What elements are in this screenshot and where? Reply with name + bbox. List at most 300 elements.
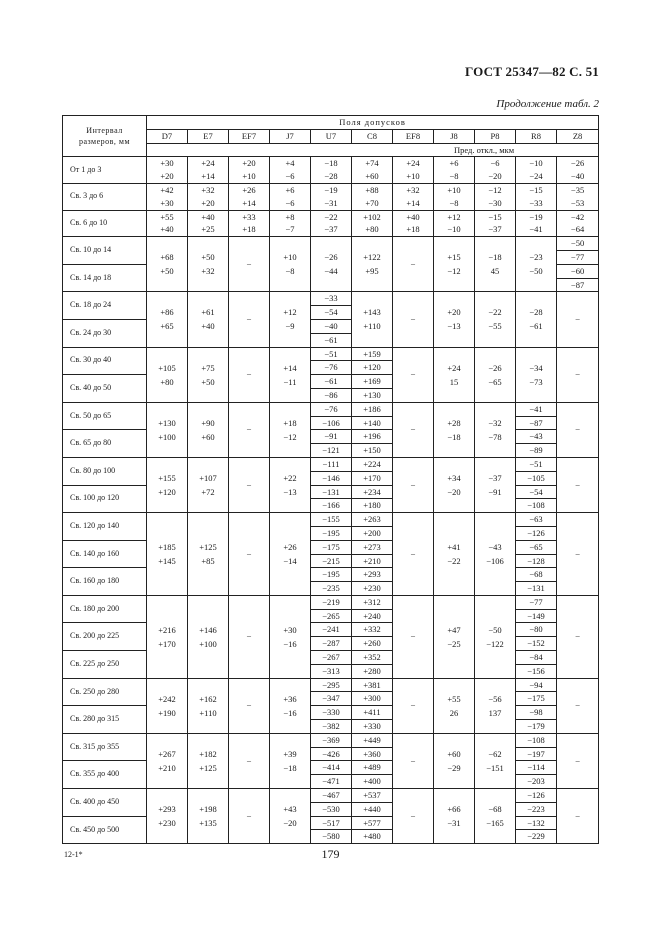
deviation-pair xyxy=(188,237,229,292)
upper-deviation: −330 xyxy=(311,706,352,720)
deviation-pair xyxy=(434,513,475,596)
upper-deviation: −219 xyxy=(311,595,352,609)
empty-dash: – xyxy=(229,237,270,292)
size-range: Св. 280 до 315 xyxy=(63,706,147,734)
upper-deviation: −50 xyxy=(557,237,599,251)
upper-deviation: +224 xyxy=(352,457,393,471)
footer-note: 12-1* xyxy=(64,850,83,859)
lower-deviation: −31 xyxy=(311,197,352,210)
empty-dash: – xyxy=(393,595,434,678)
lower-deviation: +100 xyxy=(158,431,176,442)
lower-deviation: +14 xyxy=(229,197,270,210)
empty-dash: – xyxy=(557,678,599,733)
upper-deviation: +489 xyxy=(352,761,393,775)
upper-deviation: +107 xyxy=(199,473,217,484)
upper-deviation: +449 xyxy=(352,733,393,747)
lower-deviation: +80 xyxy=(352,223,393,236)
upper-deviation: +267 xyxy=(158,748,176,759)
lower-deviation: +65 xyxy=(160,321,174,332)
lower-deviation: −471 xyxy=(311,775,352,789)
upper-deviation: −33 xyxy=(311,292,352,306)
upper-deviation: −6 xyxy=(475,157,516,170)
lower-deviation: −87 xyxy=(557,278,599,292)
upper-deviation: +537 xyxy=(352,789,393,803)
lower-deviation: −215 xyxy=(311,554,352,568)
lower-deviation: −10 xyxy=(434,223,475,236)
lower-deviation: −287 xyxy=(311,637,352,651)
upper-deviation: −77 xyxy=(516,595,557,609)
lower-deviation: +70 xyxy=(352,197,393,210)
empty-dash: – xyxy=(229,347,270,402)
lower-deviation: +32 xyxy=(201,266,215,277)
empty-dash: – xyxy=(229,678,270,733)
deviation-pair xyxy=(188,513,229,596)
lower-deviation: −91 xyxy=(488,487,502,498)
empty-dash: – xyxy=(557,595,599,678)
upper-deviation: −76 xyxy=(311,402,352,416)
empty-dash: – xyxy=(557,789,599,844)
upper-deviation: −15 xyxy=(475,210,516,223)
deviation-pair xyxy=(475,513,516,596)
upper-deviation: +12 xyxy=(434,210,475,223)
lower-deviation: −28 xyxy=(311,170,352,183)
lower-deviation: 137 xyxy=(488,707,502,718)
lower-deviation: −18 xyxy=(283,762,297,773)
lower-deviation: +280 xyxy=(352,664,393,678)
upper-deviation: +196 xyxy=(352,430,393,444)
empty-dash: – xyxy=(557,402,599,457)
upper-deviation: −369 xyxy=(311,733,352,747)
lower-deviation: +50 xyxy=(160,266,174,277)
deviation-pair xyxy=(434,237,475,292)
empty-dash: – xyxy=(557,513,599,596)
upper-deviation: −34 xyxy=(529,362,543,373)
lower-deviation: −530 xyxy=(311,802,352,816)
empty-dash: – xyxy=(393,513,434,596)
deviation-pair xyxy=(147,733,188,788)
empty-dash: – xyxy=(393,292,434,347)
deviation-pair xyxy=(434,733,475,788)
upper-deviation: +6 xyxy=(270,183,311,196)
lower-deviation: −146 xyxy=(311,471,352,485)
upper-deviation: +216 xyxy=(158,624,176,635)
lower-deviation: +30 xyxy=(147,197,188,210)
empty-dash: – xyxy=(393,678,434,733)
lower-deviation: +40 xyxy=(147,223,188,236)
upper-deviation: +40 xyxy=(188,210,229,223)
upper-deviation: +130 xyxy=(158,417,176,428)
upper-deviation: −50 xyxy=(488,624,502,635)
upper-deviation: −51 xyxy=(516,457,557,471)
deviation-pair xyxy=(270,595,311,678)
lower-deviation: −203 xyxy=(516,775,557,789)
lower-deviation: +440 xyxy=(352,802,393,816)
upper-deviation: +312 xyxy=(352,595,393,609)
size-range: Св. 14 до 18 xyxy=(63,264,147,292)
lower-deviation: +180 xyxy=(352,499,393,513)
fields-header: Поля допусков xyxy=(147,116,599,130)
deviation-pair xyxy=(434,595,475,678)
upper-deviation: +162 xyxy=(199,693,217,704)
lower-deviation: +145 xyxy=(158,556,176,566)
deviation-pair xyxy=(147,292,188,347)
upper-deviation: −241 xyxy=(311,623,352,637)
lower-deviation: −229 xyxy=(516,830,557,844)
upper-deviation: +332 xyxy=(352,623,393,637)
upper-deviation: −26 xyxy=(324,252,338,263)
upper-deviation: +102 xyxy=(352,210,393,223)
lower-deviation: −235 xyxy=(311,582,352,596)
lower-deviation: −6 xyxy=(270,170,311,183)
upper-deviation: +75 xyxy=(201,362,215,373)
lower-deviation: −12 xyxy=(447,266,461,277)
deviation-pair xyxy=(188,678,229,733)
lower-deviation: −149 xyxy=(516,609,557,623)
deviation-pair xyxy=(188,595,229,678)
upper-deviation: +242 xyxy=(158,693,176,704)
upper-deviation: +40 xyxy=(393,210,434,223)
page-header: ГОСТ 25347—82 С. 51 xyxy=(465,64,599,79)
lower-deviation: −122 xyxy=(486,638,504,649)
lower-deviation: −426 xyxy=(311,747,352,761)
size-range: Св. 120 до 140 xyxy=(63,513,147,541)
upper-deviation: −43 xyxy=(516,430,557,444)
upper-deviation: +24 xyxy=(188,157,229,170)
deviation-pair xyxy=(434,789,475,844)
deviation-pair xyxy=(434,457,475,512)
upper-deviation: −111 xyxy=(311,457,352,471)
lower-deviation: +300 xyxy=(352,692,393,706)
deviation-pair xyxy=(147,347,188,402)
deviation-pair xyxy=(475,402,516,457)
upper-deviation: −43 xyxy=(488,542,502,552)
size-range: Св. 160 до 180 xyxy=(63,568,147,596)
upper-deviation: +234 xyxy=(352,485,393,499)
upper-deviation: +159 xyxy=(352,347,393,361)
upper-deviation: +86 xyxy=(160,307,174,318)
lower-deviation: −37 xyxy=(475,223,516,236)
column-header: EF7 xyxy=(229,129,270,143)
upper-deviation: +155 xyxy=(158,473,176,484)
lower-deviation: +130 xyxy=(352,388,393,402)
empty-dash: – xyxy=(557,292,599,347)
deviation-pair xyxy=(434,678,475,733)
upper-deviation: −56 xyxy=(488,693,502,704)
upper-deviation: −467 xyxy=(311,789,352,803)
upper-deviation: +381 xyxy=(352,678,393,692)
lower-deviation: −24 xyxy=(516,170,557,183)
upper-deviation: −22 xyxy=(488,307,502,318)
lower-deviation: 15 xyxy=(449,376,459,387)
upper-deviation: −35 xyxy=(557,183,599,196)
lower-deviation: −121 xyxy=(311,444,352,458)
lower-deviation: +120 xyxy=(352,361,393,375)
column-header: D7 xyxy=(147,129,188,143)
lower-deviation: +20 xyxy=(188,197,229,210)
upper-deviation: −32 xyxy=(488,417,502,428)
upper-deviation: +577 xyxy=(352,816,393,830)
upper-deviation: −295 xyxy=(311,678,352,692)
lower-deviation: −152 xyxy=(516,637,557,651)
lower-deviation: −64 xyxy=(557,223,599,236)
upper-deviation: +50 xyxy=(201,252,215,263)
upper-deviation: +22 xyxy=(283,473,297,484)
lower-deviation: −179 xyxy=(516,720,557,734)
lower-deviation: +40 xyxy=(201,321,215,332)
lower-deviation: +110 xyxy=(199,707,217,718)
lower-deviation: +360 xyxy=(352,747,393,761)
empty-dash: – xyxy=(557,457,599,512)
column-header: R8 xyxy=(516,129,557,143)
lower-deviation: −87 xyxy=(516,416,557,430)
deviation-pair xyxy=(475,292,516,347)
lower-deviation: −313 xyxy=(311,664,352,678)
upper-deviation: −267 xyxy=(311,651,352,665)
column-header: J7 xyxy=(270,129,311,143)
lower-deviation: −128 xyxy=(516,554,557,568)
lower-deviation: +230 xyxy=(158,818,176,829)
upper-deviation: +33 xyxy=(229,210,270,223)
column-header: U7 xyxy=(311,129,352,143)
upper-deviation: +39 xyxy=(283,748,297,759)
lower-deviation: −9 xyxy=(285,321,295,332)
size-range: Св. 50 до 65 xyxy=(63,402,147,430)
lower-deviation: −151 xyxy=(486,762,504,773)
deviation-pair xyxy=(352,292,393,347)
deviation-pair xyxy=(475,789,516,844)
upper-deviation: −41 xyxy=(516,402,557,416)
lower-deviation: −6 xyxy=(270,197,311,210)
lower-deviation: +210 xyxy=(158,762,176,773)
size-range: Св. 250 до 280 xyxy=(63,678,147,706)
upper-deviation: −94 xyxy=(516,678,557,692)
upper-deviation: +24 xyxy=(393,157,434,170)
deviation-pair xyxy=(270,733,311,788)
upper-deviation: +143 xyxy=(363,307,381,318)
lower-deviation: −8 xyxy=(434,197,475,210)
empty-dash: – xyxy=(393,457,434,512)
upper-deviation: +4 xyxy=(270,157,311,170)
upper-deviation: +41 xyxy=(447,542,461,552)
upper-deviation: +6 xyxy=(434,157,475,170)
lower-deviation: +60 xyxy=(352,170,393,183)
size-range: Св. 6 до 10 xyxy=(63,210,147,237)
deviation-pair xyxy=(475,733,516,788)
deviation-pair xyxy=(270,292,311,347)
empty-dash: – xyxy=(229,513,270,596)
upper-deviation: −54 xyxy=(516,485,557,499)
upper-deviation: −18 xyxy=(311,157,352,170)
upper-deviation: +10 xyxy=(283,252,297,263)
upper-deviation: +273 xyxy=(352,540,393,554)
lower-deviation: −106 xyxy=(311,416,352,430)
lower-deviation: −55 xyxy=(488,321,502,332)
interval-header: Интервал размеров, мм xyxy=(63,116,147,157)
size-range: Св. 225 до 250 xyxy=(63,651,147,679)
upper-deviation: +14 xyxy=(283,362,297,373)
lower-deviation: +25 xyxy=(188,223,229,236)
lower-deviation: +80 xyxy=(160,376,174,387)
upper-deviation: +26 xyxy=(229,183,270,196)
upper-deviation: +61 xyxy=(201,307,215,318)
lower-deviation: +110 xyxy=(363,321,381,332)
deviation-pair xyxy=(516,237,557,292)
deviation-pair xyxy=(270,457,311,512)
lower-deviation: −22 xyxy=(447,556,461,566)
lower-deviation: +190 xyxy=(158,707,176,718)
lower-deviation: −78 xyxy=(488,431,502,442)
upper-deviation: +15 xyxy=(447,252,461,263)
upper-deviation: +8 xyxy=(270,210,311,223)
lower-deviation: +210 xyxy=(352,554,393,568)
upper-deviation: −126 xyxy=(516,789,557,803)
size-range: Св. 100 до 120 xyxy=(63,485,147,513)
lower-deviation: +18 xyxy=(393,223,434,236)
lower-deviation: +170 xyxy=(352,471,393,485)
size-range: Св. 315 до 355 xyxy=(63,733,147,761)
upper-deviation: −517 xyxy=(311,816,352,830)
upper-deviation: +55 xyxy=(147,210,188,223)
deviation-pair xyxy=(516,347,557,402)
lower-deviation: +14 xyxy=(393,197,434,210)
upper-deviation: −42 xyxy=(557,210,599,223)
upper-deviation: −60 xyxy=(557,264,599,278)
lower-deviation: +240 xyxy=(352,609,393,623)
lower-deviation: −223 xyxy=(516,802,557,816)
upper-deviation: +32 xyxy=(188,183,229,196)
lower-deviation: −41 xyxy=(516,223,557,236)
lower-deviation: −25 xyxy=(447,638,461,649)
lower-deviation: +18 xyxy=(229,223,270,236)
upper-deviation: −195 xyxy=(311,568,352,582)
deviation-pair xyxy=(147,457,188,512)
upper-deviation: +12 xyxy=(283,307,297,318)
lower-deviation: +125 xyxy=(199,762,217,773)
size-range: Св. 140 до 160 xyxy=(63,540,147,568)
upper-deviation: −22 xyxy=(311,210,352,223)
upper-deviation: +26 xyxy=(283,542,297,552)
lower-deviation: −40 xyxy=(557,170,599,183)
size-range: Св. 80 до 100 xyxy=(63,457,147,485)
upper-deviation: +30 xyxy=(147,157,188,170)
lower-deviation: 26 xyxy=(449,707,459,718)
deviation-pair xyxy=(270,789,311,844)
upper-deviation: +169 xyxy=(352,375,393,389)
lower-deviation: −73 xyxy=(529,376,543,387)
deviation-pair xyxy=(188,292,229,347)
upper-deviation: −68 xyxy=(488,804,502,815)
column-header: P8 xyxy=(475,129,516,143)
lower-deviation: +230 xyxy=(352,582,393,596)
upper-deviation: −175 xyxy=(311,540,352,554)
upper-deviation: −98 xyxy=(516,706,557,720)
upper-deviation: −63 xyxy=(516,513,557,527)
lower-deviation: −16 xyxy=(283,638,297,649)
size-range: Св. 180 до 200 xyxy=(63,595,147,623)
upper-deviation: +90 xyxy=(201,417,215,428)
lower-deviation: +135 xyxy=(199,818,217,829)
lower-deviation: +480 xyxy=(352,830,393,844)
deviation-pair xyxy=(188,457,229,512)
upper-deviation: −23 xyxy=(529,252,543,263)
upper-deviation: +122 xyxy=(363,252,381,263)
upper-deviation: −51 xyxy=(311,347,352,361)
deviation-pair xyxy=(475,595,516,678)
column-header: EF8 xyxy=(393,129,434,143)
upper-deviation: +43 xyxy=(283,804,297,815)
deviation-pair xyxy=(434,402,475,457)
upper-deviation: +66 xyxy=(447,804,461,815)
upper-deviation: −40 xyxy=(311,319,352,333)
lower-deviation: −16 xyxy=(283,707,297,718)
upper-deviation: +146 xyxy=(199,624,217,635)
upper-deviation: −91 xyxy=(311,430,352,444)
size-range: Св. 65 до 80 xyxy=(63,430,147,458)
size-range: Св. 450 до 500 xyxy=(63,816,147,844)
upper-deviation: +74 xyxy=(352,157,393,170)
upper-deviation: −19 xyxy=(516,210,557,223)
tolerance-table xyxy=(62,115,599,844)
size-range: Св. 24 до 30 xyxy=(63,319,147,347)
deviation-pair xyxy=(188,402,229,457)
lower-deviation: −31 xyxy=(447,818,461,829)
deviation-pair xyxy=(147,237,188,292)
upper-deviation: +125 xyxy=(199,542,217,552)
upper-deviation: +30 xyxy=(283,624,297,635)
upper-deviation: +20 xyxy=(447,307,461,318)
size-range: Св. 40 до 50 xyxy=(63,375,147,403)
upper-deviation: +68 xyxy=(160,252,174,263)
lower-deviation: −265 xyxy=(311,609,352,623)
column-header: Z8 xyxy=(557,129,599,143)
upper-deviation: +60 xyxy=(447,748,461,759)
empty-dash: – xyxy=(557,733,599,788)
deviation-pair xyxy=(311,237,352,292)
lower-deviation: −165 xyxy=(486,818,504,829)
deviation-pair xyxy=(188,347,229,402)
lower-deviation: +10 xyxy=(229,170,270,183)
deviation-pair xyxy=(434,292,475,347)
lower-deviation: −20 xyxy=(283,818,297,829)
lower-deviation: −77 xyxy=(557,250,599,264)
empty-dash: – xyxy=(393,733,434,788)
size-range: Св. 3 до 6 xyxy=(63,183,147,210)
lower-deviation: −131 xyxy=(516,582,557,596)
upper-deviation: −10 xyxy=(516,157,557,170)
lower-deviation: −8 xyxy=(434,170,475,183)
upper-deviation: +34 xyxy=(447,473,461,484)
lower-deviation: +400 xyxy=(352,775,393,789)
lower-deviation: −50 xyxy=(529,266,543,277)
empty-dash: – xyxy=(393,402,434,457)
upper-deviation: +20 xyxy=(229,157,270,170)
lower-deviation: −13 xyxy=(283,487,297,498)
upper-deviation: +28 xyxy=(447,417,461,428)
lower-deviation: +95 xyxy=(365,266,379,277)
size-range: Св. 400 до 450 xyxy=(63,789,147,817)
lower-deviation: −18 xyxy=(447,431,461,442)
upper-deviation: −84 xyxy=(516,651,557,665)
upper-deviation: +186 xyxy=(352,402,393,416)
lower-deviation: −106 xyxy=(486,556,504,566)
lower-deviation: −86 xyxy=(311,388,352,402)
upper-deviation: +185 xyxy=(158,542,176,552)
size-range: Св. 200 до 225 xyxy=(63,623,147,651)
empty-dash: – xyxy=(229,595,270,678)
upper-deviation: −12 xyxy=(475,183,516,196)
lower-deviation: +60 xyxy=(201,431,215,442)
size-range: Св. 10 до 14 xyxy=(63,237,147,265)
